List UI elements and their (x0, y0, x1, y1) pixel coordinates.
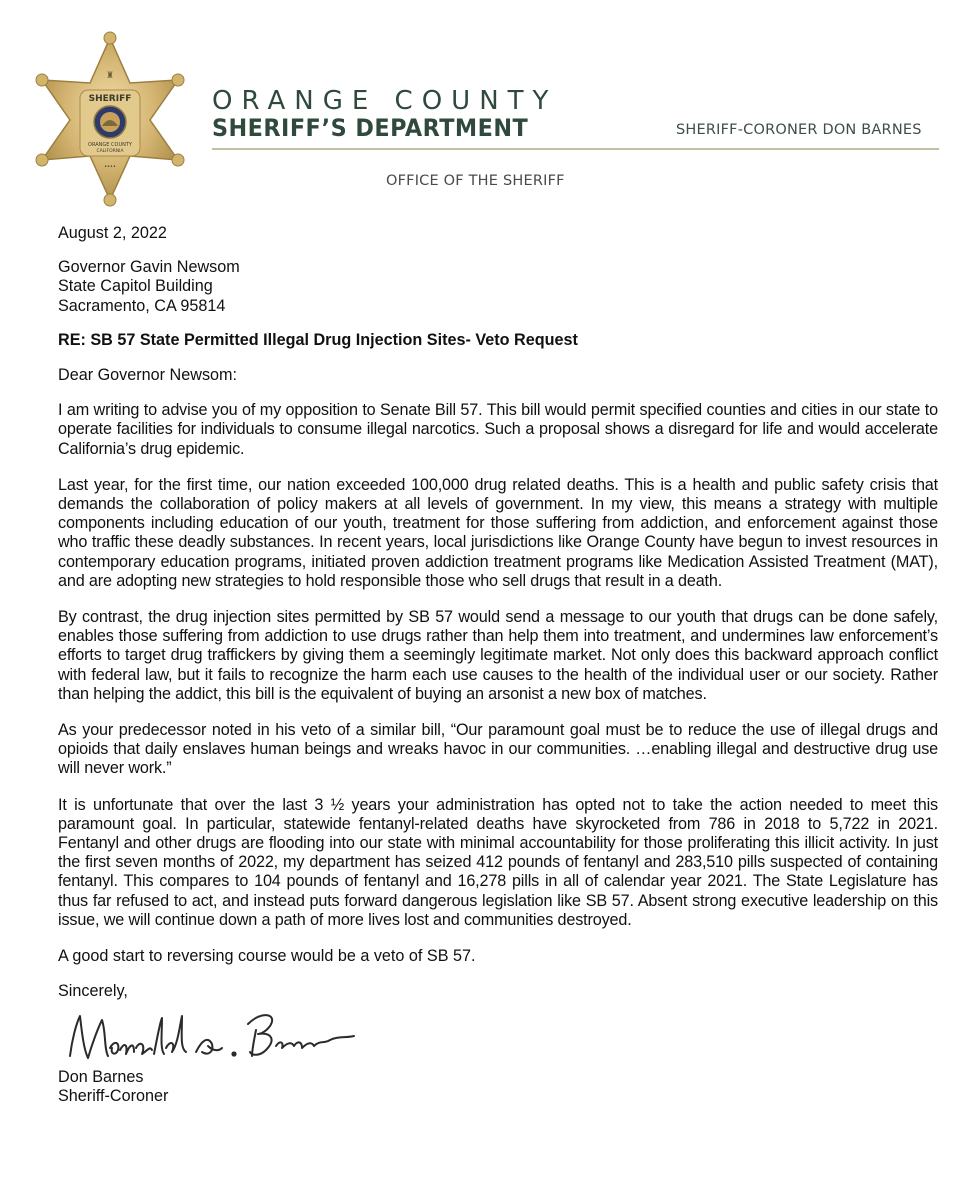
letterhead-divider (212, 148, 939, 150)
svg-text:ORANGE COUNTY: ORANGE COUNTY (88, 142, 132, 148)
office-label: OFFICE OF THE SHERIFF (386, 173, 565, 189)
recipient-address-line2: Sacramento, CA 95814 (58, 296, 226, 315)
svg-text:••••: •••• (104, 164, 116, 170)
paragraph-crisis: Last year, for the first time, our nation exceeded 100,000 drug related deaths. This is a health and public safety crisis that demands the collaboration of policy makers at all levels of government. In my view, this means a strategy with multiple components including education of our youth, treatment for those suffering from addiction, and enforcement against those who traffic these deadly substances. In recent years, local jurisdictions like Orange County have begun to invest resources in contemporary education programs, initiated proven addiction treatment programs like Medication Assisted Treatment (MAT), and are adopting new strategies to hold responsible those who sell drugs that result in a death. (58, 475, 938, 590)
handwritten-signature-icon (62, 1004, 362, 1068)
recipient-address (58, 258, 938, 316)
salutation: Dear Governor Newsom: (58, 366, 238, 385)
svg-text:♜: ♜ (105, 71, 115, 81)
svg-text:SHERIFF: SHERIFF (88, 94, 132, 104)
paragraph-opposition: I am writing to advise you of my opposition to Senate Bill 57. This bill would permit specified counties and cities in our state to operate facilities for individuals to consume illegal narcotics. Such a proposal shows a disregard for life and would accelerate California’s drug epidemic. (58, 401, 938, 458)
recipient-name: Governor Gavin Newsom (58, 258, 240, 277)
recipient-address-line1: State Capitol Building (58, 277, 213, 296)
paragraph-fentanyl-statistics: It is unfortunate that over the last 3 ½ years your administration has opted not to take the action needed to meet this paramount goal. In particular, statewide fentanyl-related deaths have skyrocketed from 786 in 2018 to 5,722 in 2021. Fentanyl and other drugs are flooding into our state with minimal accountability for those proliferating this illicit activity. In just the first seven months of 2022, my department has seized 412 pounds of fentanyl and 283,510 pills suspected of containing fentanyl. This compares to 104 pounds of fentanyl and 16,278 pills in all of calendar year 2021. The State Legislature has thus far refused to act, and instead puts forward dangerous legislation like SB 57. Absent strong executive leadership on this issue, we will continue down a path of more lives lost and communities destroyed. (58, 795, 938, 929)
letterhead (0, 0, 962, 210)
paragraph-contrast: By contrast, the drug injection sites permitted by SB 57 would send a message to our youth that drugs can be done safely, enables those suffering from addiction to use drugs rather than help them into treatment, and undermines law enforcement’s efforts to target drug traffickers by giving them a seemingly legitimate market. Not only does this backward approach conflict with federal law, but it fails to recognize the harm each use causes to the health of the individual user or our society. Rather than helping the addict, this bill is the equivalent of buying an arsonist a new box of matches. (58, 608, 938, 703)
svg-text:CALIFORNIA: CALIFORNIA (96, 149, 124, 154)
letter-date: August 2, 2022 (58, 224, 167, 242)
sheriff-star-badge-icon (30, 28, 190, 208)
sheriff-title: SHERIFF-CORONER DON BARNES (676, 122, 922, 138)
signer-name: Don Barnes (58, 1067, 144, 1086)
subject-line: RE: SB 57 State Permitted Illegal Drug Injection Sites- Veto Request (58, 330, 578, 349)
letter-body (58, 224, 938, 1106)
paragraph-predecessor-quote: As your predecessor noted in his veto of a similar bill, “Our paramount goal must be to reduce the use of illegal drugs and opioids that daily enslaves human beings and wreaks havoc in our communities. …enabling illegal and destructive drug use will never work.” (58, 721, 938, 778)
valediction: Sincerely, (58, 982, 128, 1001)
org-name-line1: ORANGE COUNTY (212, 86, 558, 116)
organization-name (212, 88, 557, 142)
signer-title: Sheriff-Coroner (58, 1086, 169, 1105)
closing-statement: A good start to reversing course would be a veto of SB 57. (58, 947, 476, 966)
org-name-line2: SHERIFF’S DEPARTMENT (212, 114, 529, 142)
